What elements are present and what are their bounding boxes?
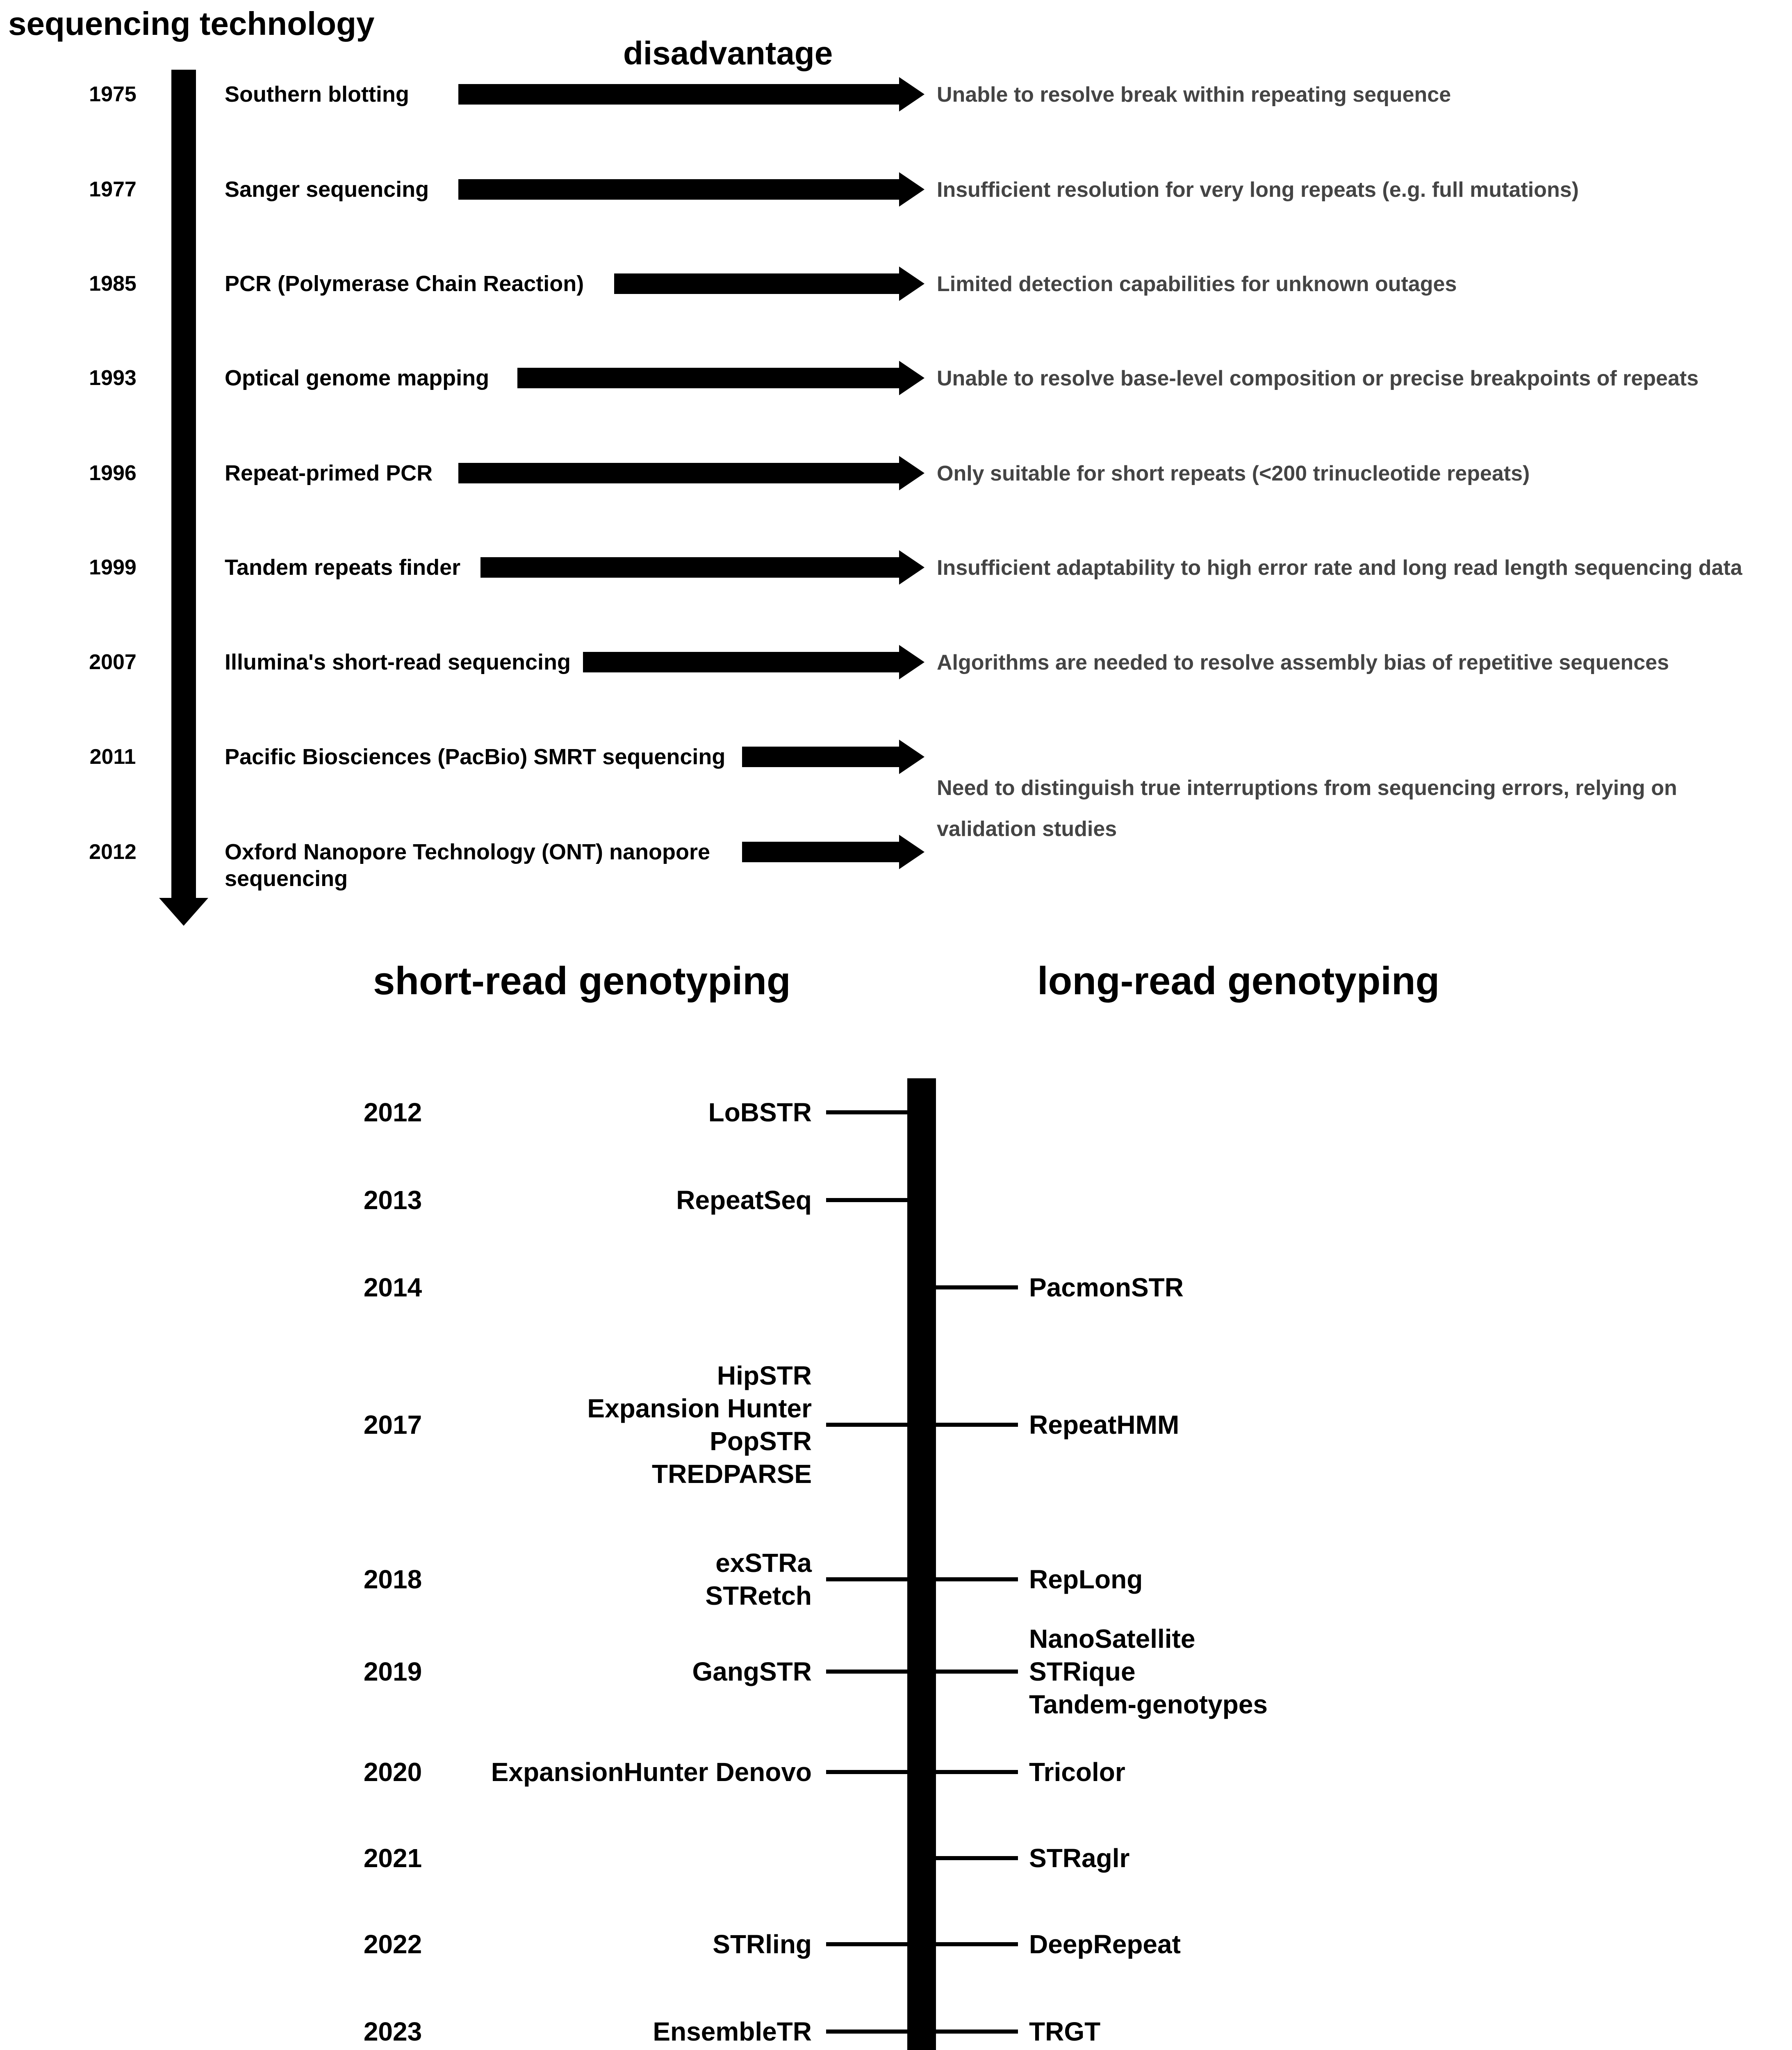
long-read-tool: STRique [1029, 1657, 1136, 1686]
short-read-tool: STRling [713, 1929, 812, 1959]
disadvantage-arrow [742, 835, 924, 869]
genotyping-year: 2012 [363, 1098, 422, 1127]
long-read-tool: Tandem-genotypes [1029, 1690, 1268, 1719]
technology-name: Tandem repeats finder [225, 555, 461, 580]
technology-disadvantage: Unable to resolve base-level composition or precise breakpoints of repeats [937, 367, 1699, 390]
short-read-tool: RepeatSeq [676, 1185, 812, 1215]
tech-timeline-arrowhead [159, 898, 208, 926]
tech-year: 2012 [89, 840, 137, 864]
short-read-tool: ExpansionHunter Denovo [491, 1757, 812, 1787]
short-read-tick [826, 1198, 908, 1202]
tech-year: 2007 [89, 650, 137, 674]
short-read-tick [826, 1577, 908, 1581]
genotyping-year: 2021 [363, 1843, 422, 1873]
short-read-tick [826, 1423, 908, 1427]
long-read-tool: STRaglr [1029, 1843, 1130, 1873]
long-read-tool: Tricolor [1029, 1757, 1125, 1787]
short-read-tool: PopSTR [710, 1426, 812, 1456]
genotyping-timeline-shaft [907, 1078, 936, 2050]
technology-name: Pacific Biosciences (PacBio) SMRT sequencing [225, 745, 726, 769]
technology-name: PCR (Polymerase Chain Reaction) [225, 271, 584, 296]
technology-disadvantage: Limited detection capabilities for unknown outages [937, 272, 1457, 296]
disadvantage-arrow [517, 361, 924, 395]
short-read-tick [826, 1670, 908, 1674]
disadvantage-arrow [458, 172, 924, 207]
genotyping-year: 2014 [363, 1273, 422, 1302]
disadvantage-arrow [458, 456, 924, 490]
short-read-heading: short-read genotyping [373, 959, 791, 1003]
disadvantage-heading: disadvantage [623, 35, 833, 71]
tech-year: 1977 [89, 178, 137, 201]
technology-name: Sanger sequencing [225, 177, 429, 202]
genotyping-year: 2023 [363, 2017, 422, 2046]
short-read-tool: HipSTR [717, 1361, 812, 1390]
short-read-tool: LoBSTR [708, 1098, 812, 1127]
short-read-tick [826, 1110, 908, 1114]
genotyping-year: 2019 [363, 1657, 422, 1686]
disadvantage-arrow [614, 266, 924, 301]
technology-disadvantage: Insufficient resolution for very long repeats (e.g. full mutations) [937, 178, 1579, 202]
tech-year: 1996 [89, 461, 137, 485]
long-read-tool: DeepRepeat [1029, 1929, 1181, 1959]
short-read-tool: EnsembleTR [653, 2017, 812, 2046]
long-read-tool: RepeatHMM [1029, 1410, 1179, 1440]
short-read-tool: STRetch [705, 1581, 812, 1610]
technology-name: Repeat-primed PCR [225, 461, 433, 485]
short-read-tool: GangSTR [692, 1657, 812, 1686]
disadvantage-arrow [583, 645, 924, 679]
tech-year: 1999 [89, 556, 137, 579]
disadvantage-arrow [458, 77, 924, 112]
short-read-tool: exSTRa [715, 1548, 812, 1578]
short-read-tick [826, 1770, 908, 1774]
short-read-tick [826, 2029, 908, 2034]
tech-year: 1993 [89, 366, 137, 390]
technology-name: Optical genome mapping [225, 366, 490, 390]
technology-disadvantage: Unable to resolve break within repeating sequence [937, 83, 1451, 107]
short-read-tick [826, 1942, 908, 1946]
genotyping-year: 2022 [363, 1929, 422, 1959]
disadvantage-arrow [480, 550, 924, 585]
long-read-tool: TRGT [1029, 2017, 1101, 2046]
technology-disadvantage: Insufficient adaptability to high error rate and long read length sequencing data [937, 556, 1742, 580]
shared-disadvantage: Need to distinguish true interruptions from sequencing errors, relying on validation studies [937, 776, 1677, 841]
tech-year: 2011 [89, 745, 136, 769]
long-read-tick [936, 1942, 1018, 1946]
short-read-tool: Expansion Hunter [587, 1394, 812, 1423]
genotyping-year: 2018 [363, 1565, 422, 1594]
genotyping-year: 2013 [363, 1185, 422, 1215]
long-read-tick [936, 1285, 1018, 1289]
disadvantage-arrow [742, 740, 924, 774]
long-read-tick [936, 1670, 1018, 1674]
technology-disadvantage: Only suitable for short repeats (<200 trinucleotide repeats) [937, 462, 1530, 485]
long-read-tool: PacmonSTR [1029, 1273, 1184, 1302]
genotyping-year: 2017 [363, 1410, 422, 1440]
technology-name: Illumina's short-read sequencing [225, 650, 571, 674]
short-read-tool: TREDPARSE [652, 1459, 812, 1489]
long-read-tick [936, 1770, 1018, 1774]
technology-disadvantage: Algorithms are needed to resolve assembly bias of repetitive sequences [937, 651, 1669, 674]
technology-name: Oxford Nanopore Technology (ONT) nanopore sequencing [225, 840, 710, 891]
sequencing-technology-heading: sequencing technology [8, 5, 375, 42]
long-read-tick [936, 1577, 1018, 1581]
long-read-tool: RepLong [1029, 1565, 1143, 1594]
technology-name: Southern blotting [225, 82, 409, 107]
tech-year: 1975 [89, 82, 137, 106]
long-read-tick [936, 2029, 1018, 2034]
tech-year: 1985 [89, 272, 137, 296]
tech-timeline-shaft [171, 70, 196, 902]
long-read-heading: long-read genotyping [1037, 959, 1440, 1003]
long-read-tool: NanoSatellite [1029, 1624, 1195, 1654]
long-read-tick [936, 1856, 1018, 1860]
genotyping-year: 2020 [363, 1757, 422, 1787]
long-read-tick [936, 1423, 1018, 1427]
